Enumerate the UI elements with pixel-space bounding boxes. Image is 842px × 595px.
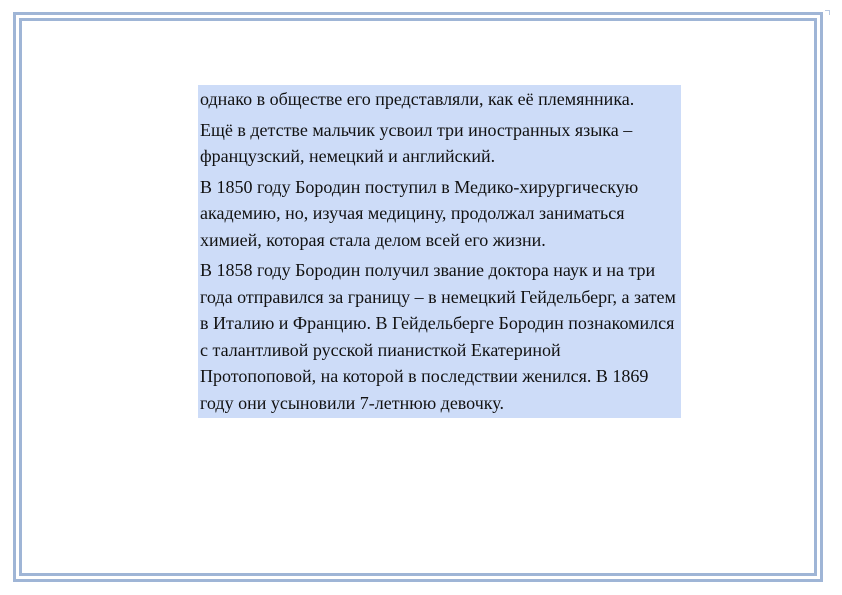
frame-corner-mark [825, 10, 830, 15]
paragraph-4: В 1858 году Бородин получил звание доктора наук и на три года отправился за границу – в немецкий Гейдельберг, а затем в Италию и Францию. В Гейдельберге Бородин познакомился с талантливой русской пианисткой Екатериной Протопоповой, на которой в последствии женился. В 1869 году они усыновили 7-летнюю девочку. [200, 260, 676, 413]
paragraph-1: однако в обществе его представляли, как её племянника. [200, 89, 635, 109]
text-box [198, 85, 681, 418]
paragraph-3: В 1850 году Бородин поступил в Медико-хирургическую академию, но, изучая медицину, продолжал заниматься химией, которая стала делом всей его жизни. [200, 176, 639, 250]
paragraph-2: Ещё в детстве мальчик усвоил три иностранных языка – французский, немецкий и английский. [200, 119, 633, 166]
